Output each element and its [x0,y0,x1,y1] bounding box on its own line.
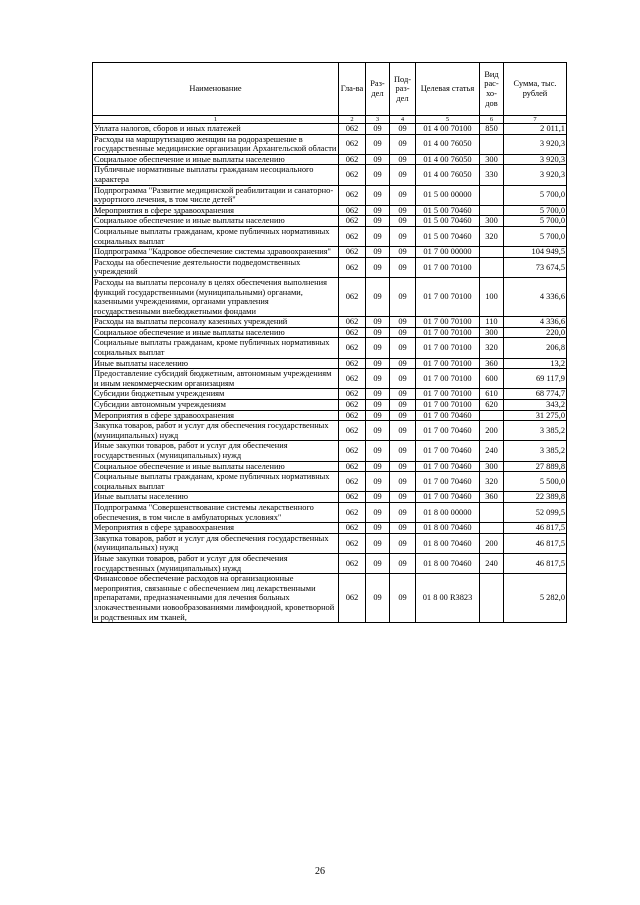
row-podrazdel: 09 [390,317,416,328]
header-vid: Вид рас-хо-дов [480,63,504,116]
row-glava: 062 [339,502,366,522]
row-glava: 062 [339,369,366,389]
row-summa: 46 817,5 [504,523,567,534]
column-number: 7 [504,116,567,124]
row-razdel: 09 [366,369,390,389]
row-podrazdel: 09 [390,472,416,492]
row-summa: 3 385,2 [504,441,567,461]
row-glava: 062 [339,574,366,623]
header-glava: Гла-ва [339,63,366,116]
row-statya: 01 5 00 70460 [416,216,480,227]
table-row [93,410,567,421]
row-razdel: 09 [366,400,390,411]
table-row [93,327,567,338]
table-row [93,461,567,472]
row-statya: 01 7 00 70100 [416,369,480,389]
table-row [93,124,567,135]
row-glava: 062 [339,553,366,573]
row-statya: 01 4 00 76050 [416,134,480,154]
row-razdel: 09 [366,216,390,227]
row-name: Субсидии автономным учреждениям [93,400,339,411]
row-podrazdel: 09 [390,277,416,316]
header-podrazdel: Под-раз-дел [390,63,416,116]
row-glava: 062 [339,205,366,216]
row-vid: 200 [480,533,504,553]
row-name: Уплата налогов, сборов и иных платежей [93,124,339,135]
row-podrazdel: 09 [390,533,416,553]
row-glava: 062 [339,421,366,441]
row-vid [480,185,504,205]
row-statya: 01 7 00 00000 [416,247,480,258]
row-name: Закупка товаров, работ и услуг для обеспечения государственных (муниципальных) нужд [93,533,339,553]
row-glava: 062 [339,124,366,135]
row-podrazdel: 09 [390,247,416,258]
row-summa: 343,2 [504,400,567,411]
row-vid: 320 [480,226,504,246]
table-row [93,277,567,316]
table-row [93,185,567,205]
row-glava: 062 [339,400,366,411]
row-name: Закупка товаров, работ и услуг для обеспечения государственных (муниципальных) нужд [93,421,339,441]
row-razdel: 09 [366,257,390,277]
table-row [93,553,567,573]
table-row [93,134,567,154]
row-glava: 062 [339,472,366,492]
row-glava: 062 [339,410,366,421]
row-name: Субсидии бюджетным учреждениям [93,389,339,400]
table-row [93,205,567,216]
table-row [93,338,567,358]
row-summa: 5 500,0 [504,472,567,492]
row-vid [480,523,504,534]
row-statya: 01 8 00 R3823 [416,574,480,623]
row-summa: 104 949,5 [504,247,567,258]
row-name: Социальные выплаты гражданам, кроме публичных нормативных социальных выплат [93,472,339,492]
row-statya: 01 5 00 00000 [416,185,480,205]
row-vid: 300 [480,154,504,165]
row-razdel: 09 [366,461,390,472]
row-summa: 3 920,3 [504,154,567,165]
row-summa: 3 920,3 [504,134,567,154]
row-glava: 062 [339,317,366,328]
row-razdel: 09 [366,247,390,258]
column-number: 3 [366,116,390,124]
row-summa: 69 117,9 [504,369,567,389]
row-name: Иные выплаты населению [93,358,339,369]
row-name: Финансовое обеспечение расходов на организационные мероприятия, связанные с обеспечением лиц лекарственными препаратами, предназначенными для лечения больных злокачественными новообразованиями лимфоидной, кроветворной и родственных им тканей, [93,574,339,623]
table-row [93,441,567,461]
row-razdel: 09 [366,277,390,316]
row-glava: 062 [339,257,366,277]
row-razdel: 09 [366,410,390,421]
table-row [93,216,567,227]
column-number: 6 [480,116,504,124]
row-statya: 01 7 00 70460 [416,410,480,421]
row-vid: 360 [480,492,504,503]
header-summa: Сумма, тыс. рублей [504,63,567,116]
row-vid: 330 [480,165,504,185]
row-name: Социальное обеспечение и иные выплаты населению [93,327,339,338]
header-name: Наименование [93,63,339,116]
row-statya: 01 8 00 70460 [416,533,480,553]
row-glava: 062 [339,165,366,185]
column-number-row [93,116,567,124]
row-glava: 062 [339,277,366,316]
row-glava: 062 [339,533,366,553]
row-name: Иные закупки товаров, работ и услуг для обеспечения государственных (муниципальных) нужд [93,553,339,573]
row-statya: 01 7 00 70100 [416,257,480,277]
row-name: Подпрограмма "Кадровое обеспечение системы здравоохранения" [93,247,339,258]
row-podrazdel: 09 [390,338,416,358]
table-row [93,523,567,534]
row-podrazdel: 09 [390,205,416,216]
row-razdel: 09 [366,502,390,522]
table-row [93,369,567,389]
row-glava: 062 [339,523,366,534]
row-vid: 100 [480,277,504,316]
row-statya: 01 4 00 70100 [416,124,480,135]
row-summa: 4 336,6 [504,277,567,316]
row-razdel: 09 [366,492,390,503]
row-vid [480,502,504,522]
row-razdel: 09 [366,226,390,246]
row-vid: 320 [480,338,504,358]
row-razdel: 09 [366,154,390,165]
header-statya: Целевая статья [416,63,480,116]
row-podrazdel: 09 [390,165,416,185]
budget-table [92,62,567,623]
row-podrazdel: 09 [390,358,416,369]
row-summa: 22 389,8 [504,492,567,503]
row-vid [480,410,504,421]
row-glava: 062 [339,441,366,461]
row-podrazdel: 09 [390,226,416,246]
row-vid: 300 [480,461,504,472]
row-statya: 01 7 00 70100 [416,389,480,400]
row-razdel: 09 [366,389,390,400]
table-row [93,502,567,522]
row-glava: 062 [339,226,366,246]
table-row [93,317,567,328]
row-name: Социальные выплаты гражданам, кроме публичных нормативных социальных выплат [93,338,339,358]
row-statya: 01 8 00 70460 [416,553,480,573]
table-row [93,492,567,503]
row-podrazdel: 09 [390,369,416,389]
row-podrazdel: 09 [390,574,416,623]
row-vid [480,247,504,258]
row-name: Предоставление субсидий бюджетным, автономным учреждениям и иным некоммерческим организациям [93,369,339,389]
row-vid [480,205,504,216]
row-name: Социальное обеспечение и иные выплаты населению [93,461,339,472]
row-name: Подпрограмма "Совершенствование системы лекарственного обеспечения, в том числе в амбулаторных условиях" [93,502,339,522]
column-number: 1 [93,116,339,124]
row-vid: 240 [480,553,504,573]
row-statya: 01 4 00 76050 [416,154,480,165]
row-vid: 320 [480,472,504,492]
row-razdel: 09 [366,185,390,205]
row-statya: 01 7 00 70100 [416,338,480,358]
row-summa: 220,0 [504,327,567,338]
row-vid: 300 [480,216,504,227]
row-summa: 5 700,0 [504,205,567,216]
row-vid: 300 [480,327,504,338]
row-vid: 240 [480,441,504,461]
row-vid: 360 [480,358,504,369]
row-statya: 01 7 00 70100 [416,358,480,369]
row-summa: 13,2 [504,358,567,369]
row-vid: 620 [480,400,504,411]
row-glava: 062 [339,247,366,258]
row-podrazdel: 09 [390,553,416,573]
row-razdel: 09 [366,165,390,185]
row-razdel: 09 [366,553,390,573]
budget-sheet [92,62,566,623]
row-vid: 200 [480,421,504,441]
table-row [93,165,567,185]
row-podrazdel: 09 [390,492,416,503]
row-name: Социальное обеспечение и иные выплаты населению [93,154,339,165]
row-statya: 01 7 00 70460 [416,472,480,492]
row-summa: 73 674,5 [504,257,567,277]
row-statya: 01 7 00 70460 [416,461,480,472]
row-razdel: 09 [366,205,390,216]
row-summa: 5 282,0 [504,574,567,623]
row-vid: 850 [480,124,504,135]
row-razdel: 09 [366,338,390,358]
row-vid [480,574,504,623]
row-name: Мероприятия в сфере здравоохранения [93,523,339,534]
row-statya: 01 7 00 70460 [416,441,480,461]
table-row [93,358,567,369]
row-name: Расходы на маршрутизацию женщин на родоразрешение в государственные медицинские организации Архангельской области [93,134,339,154]
table-row [93,574,567,623]
row-summa: 27 889,8 [504,461,567,472]
row-razdel: 09 [366,134,390,154]
row-podrazdel: 09 [390,421,416,441]
row-razdel: 09 [366,574,390,623]
row-name: Подпрограмма "Развитие медицинской реабилитации и санаторно-курортного лечения, в том числе детей" [93,185,339,205]
row-vid: 610 [480,389,504,400]
row-razdel: 09 [366,523,390,534]
table-row [93,533,567,553]
row-glava: 062 [339,338,366,358]
row-statya: 01 7 00 70100 [416,400,480,411]
row-podrazdel: 09 [390,523,416,534]
row-summa: 46 817,5 [504,553,567,573]
header-row [93,63,567,116]
row-podrazdel: 09 [390,502,416,522]
row-glava: 062 [339,216,366,227]
row-statya: 01 7 00 70100 [416,277,480,316]
row-razdel: 09 [366,441,390,461]
row-name: Социальное обеспечение и иные выплаты населению [93,216,339,227]
row-razdel: 09 [366,421,390,441]
row-razdel: 09 [366,533,390,553]
row-glava: 062 [339,185,366,205]
row-glava: 062 [339,327,366,338]
column-number: 5 [416,116,480,124]
row-podrazdel: 09 [390,461,416,472]
row-statya: 01 8 00 00000 [416,502,480,522]
table-row [93,257,567,277]
row-glava: 062 [339,134,366,154]
column-number: 2 [339,116,366,124]
row-podrazdel: 09 [390,154,416,165]
row-statya: 01 5 00 70460 [416,226,480,246]
row-podrazdel: 09 [390,441,416,461]
table-row [93,154,567,165]
row-statya: 01 8 00 70460 [416,523,480,534]
row-name: Публичные нормативные выплаты гражданам несоциального характера [93,165,339,185]
row-name: Мероприятия в сфере здравоохранения [93,205,339,216]
row-podrazdel: 09 [390,185,416,205]
row-statya: 01 7 00 70100 [416,327,480,338]
row-name: Расходы на выплаты персоналу в целях обеспечения выполнения функций государственными (муниципальными) органами, казенными учреждениями, органами управления государственными внебюджетными фондами [93,277,339,316]
row-summa: 31 275,0 [504,410,567,421]
row-razdel: 09 [366,327,390,338]
row-summa: 4 336,6 [504,317,567,328]
column-number: 4 [390,116,416,124]
header-razdel: Раз-дел [366,63,390,116]
row-glava: 062 [339,358,366,369]
row-name: Иные выплаты населению [93,492,339,503]
row-vid: 110 [480,317,504,328]
row-razdel: 09 [366,358,390,369]
row-name: Мероприятия в сфере здравоохранения [93,410,339,421]
row-summa: 3 920,3 [504,165,567,185]
table-row [93,226,567,246]
row-razdel: 09 [366,472,390,492]
row-glava: 062 [339,492,366,503]
row-statya: 01 7 00 70460 [416,492,480,503]
table-row [93,421,567,441]
row-name: Расходы на выплаты персоналу казенных учреждений [93,317,339,328]
row-statya: 01 4 00 76050 [416,165,480,185]
row-glava: 062 [339,154,366,165]
row-razdel: 09 [366,124,390,135]
row-vid [480,257,504,277]
row-statya: 01 5 00 70460 [416,205,480,216]
row-podrazdel: 09 [390,410,416,421]
row-summa: 5 700,0 [504,216,567,227]
row-summa: 5 700,0 [504,185,567,205]
row-vid [480,134,504,154]
row-summa: 206,8 [504,338,567,358]
table-row [93,389,567,400]
row-podrazdel: 09 [390,124,416,135]
row-vid: 600 [480,369,504,389]
row-summa: 46 817,5 [504,533,567,553]
row-summa: 3 385,2 [504,421,567,441]
row-summa: 5 700,0 [504,226,567,246]
row-podrazdel: 09 [390,400,416,411]
row-name: Расходы на обеспечение деятельности подведомственных учреждений [93,257,339,277]
table-row [93,247,567,258]
row-statya: 01 7 00 70100 [416,317,480,328]
row-name: Социальные выплаты гражданам, кроме публичных нормативных социальных выплат [93,226,339,246]
row-statya: 01 7 00 70460 [416,421,480,441]
row-glava: 062 [339,389,366,400]
row-glava: 062 [339,461,366,472]
table-row [93,472,567,492]
table-row [93,400,567,411]
row-podrazdel: 09 [390,257,416,277]
row-name: Иные закупки товаров, работ и услуг для обеспечения государственных (муниципальных) нужд [93,441,339,461]
page-number: 26 [315,866,325,877]
row-podrazdel: 09 [390,389,416,400]
row-summa: 2 011,1 [504,124,567,135]
row-summa: 52 099,5 [504,502,567,522]
row-podrazdel: 09 [390,134,416,154]
row-podrazdel: 09 [390,327,416,338]
row-summa: 68 774,7 [504,389,567,400]
row-razdel: 09 [366,317,390,328]
row-podrazdel: 09 [390,216,416,227]
